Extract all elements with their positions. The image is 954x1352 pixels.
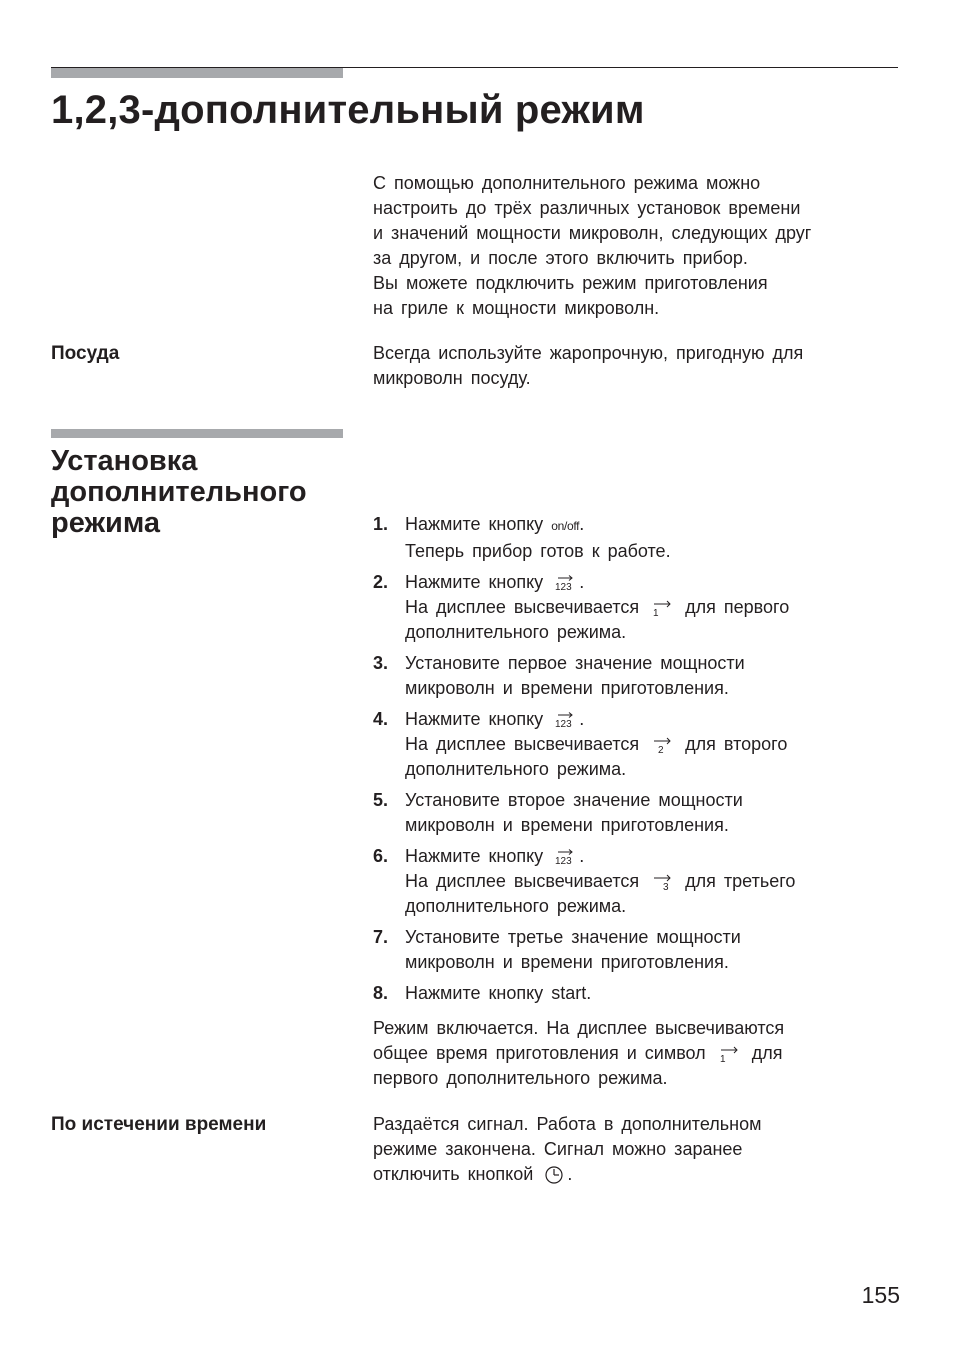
timeout-text: Раздаётся сигнал. Работа в дополнительном режиме закончена. Сигнал можно заранее отключить кнопкой . xyxy=(373,1112,913,1187)
intro-line: С помощью дополнительного режима можно xyxy=(373,173,761,193)
multi-mode-button-label: 123 xyxy=(555,856,572,868)
step-item xyxy=(373,925,913,975)
step-number: 2. xyxy=(373,572,389,592)
clock-icon xyxy=(544,1165,564,1185)
page-number: 155 xyxy=(861,1282,900,1308)
step-text: Нажмите кнопку xyxy=(405,572,544,592)
step-text: Нажмите кнопку xyxy=(405,514,544,534)
section-heading xyxy=(51,446,351,539)
svg-text:1: 1 xyxy=(719,1054,726,1065)
arrow-right-mode-icon xyxy=(650,598,674,618)
step-text: Нажмите кнопку xyxy=(405,846,544,866)
cookware-line: Всегда используйте жаропрочную, пригодную для xyxy=(373,343,804,363)
after-line: Режим включается. На дисплее высвечиваются xyxy=(373,1018,785,1038)
step-number: 6. xyxy=(373,846,389,866)
step-number: 5. xyxy=(373,790,389,810)
arrow-right-mode-icon xyxy=(650,872,674,892)
step-number: 3. xyxy=(373,653,389,673)
after-line: общее время приготовления и символ xyxy=(373,1043,706,1063)
cookware-line: микроволн посуду. xyxy=(373,368,531,388)
cookware-label: Посуда xyxy=(51,343,120,364)
step-item: 1. Нажмите кнопку on/off. Теперь прибор готов к работе. xyxy=(373,512,913,564)
arrow-right-mode-icon xyxy=(717,1044,741,1064)
multi-mode-button-icon xyxy=(554,710,576,730)
step-text: для второго xyxy=(685,734,788,754)
step-text: микроволн и времени приготовления. xyxy=(405,952,729,972)
svg-text:1: 1 xyxy=(653,608,659,619)
section-accent-bar xyxy=(51,429,343,438)
after-line: первого дополнительного режима. xyxy=(373,1068,668,1088)
step-text: На дисплее высвечивается xyxy=(405,734,640,754)
multi-mode-button-icon xyxy=(554,573,576,593)
section-heading-line: Установка xyxy=(51,445,198,477)
step-text: Нажмите кнопку xyxy=(405,709,544,729)
step-text: микроволн и времени приготовления. xyxy=(405,815,729,835)
intro-line: и значений мощности микроволн, следующих друг xyxy=(373,223,812,243)
section-heading-line: режима xyxy=(51,507,161,539)
timeout-line: режиме закончена. Сигнал можно заранее xyxy=(373,1139,743,1159)
step-number: 7. xyxy=(373,927,389,947)
steps-block xyxy=(373,512,913,1091)
cookware-text xyxy=(373,341,913,391)
start-button-label: start xyxy=(551,983,587,1003)
timeout-label: По истечении времени xyxy=(51,1114,267,1135)
top-divider xyxy=(51,67,898,68)
intro-paragraph xyxy=(373,171,913,321)
intro-line: за другом, и после этого включить прибор. xyxy=(373,248,748,268)
step-number: 8. xyxy=(373,983,389,1003)
step-text: Установите второе значение мощности xyxy=(405,790,743,810)
title-accent-bar xyxy=(51,68,343,78)
step-text: дополнительного режима. xyxy=(405,622,627,642)
multi-mode-button-label: 123 xyxy=(555,719,572,731)
arrow-right-mode-icon xyxy=(650,735,674,755)
page-title: 1,2,3-дополнительный режим xyxy=(51,88,645,132)
step-text: Нажмите кнопку xyxy=(405,983,544,1003)
step-number: 4. xyxy=(373,709,389,729)
step-item: 6. Нажмите кнопку 123 . На дисплее высвечивается 3 для третьего дополнительного режима. xyxy=(373,844,913,919)
step-item: 4. Нажмите кнопку 123 . На дисплее высвечивается 2 для второго дополнительного режима. xyxy=(373,707,913,782)
timeout-line: отключить кнопкой xyxy=(373,1164,534,1184)
step-item: 2. Нажмите кнопку 123 . На дисплее высвечивается 1 для первого дополнительного режима. xyxy=(373,570,913,645)
section-heading-line: дополнительного xyxy=(51,476,307,508)
step-item: 8. Нажмите кнопку start. xyxy=(373,981,913,1006)
step-text: для первого xyxy=(685,597,790,617)
step-text: На дисплее высвечивается xyxy=(405,871,640,891)
svg-text:3: 3 xyxy=(663,882,669,893)
timeout-line: Раздаётся сигнал. Работа в дополнительном xyxy=(373,1114,762,1134)
step-text: Теперь прибор готов к работе. xyxy=(405,541,671,561)
intro-line: Вы можете подключить режим приготовления xyxy=(373,273,768,293)
step-item xyxy=(373,788,913,838)
intro-line: на гриле к мощности микроволн. xyxy=(373,298,660,318)
step-text: На дисплее высвечивается xyxy=(405,597,640,617)
intro-line: настроить до трёх различных установок времени xyxy=(373,198,801,218)
step-number: 1. xyxy=(373,514,389,534)
step-text: для третьего xyxy=(685,871,796,891)
step-text: микроволн и времени приготовления. xyxy=(405,678,729,698)
multi-mode-button-label: 123 xyxy=(555,582,572,594)
steps-list xyxy=(373,512,913,1006)
step-item xyxy=(373,651,913,701)
multi-mode-button-icon xyxy=(554,847,576,867)
step-text: дополнительного режима. xyxy=(405,759,627,779)
svg-text:2: 2 xyxy=(658,745,664,756)
step-text: дополнительного режима. xyxy=(405,896,627,916)
step-text: Установите третье значение мощности xyxy=(405,927,741,947)
step-text: Установите первое значение мощности xyxy=(405,653,745,673)
after-line: для xyxy=(751,1043,783,1063)
after-steps-paragraph xyxy=(373,1016,913,1091)
onoff-button-label: on/off xyxy=(551,519,580,533)
